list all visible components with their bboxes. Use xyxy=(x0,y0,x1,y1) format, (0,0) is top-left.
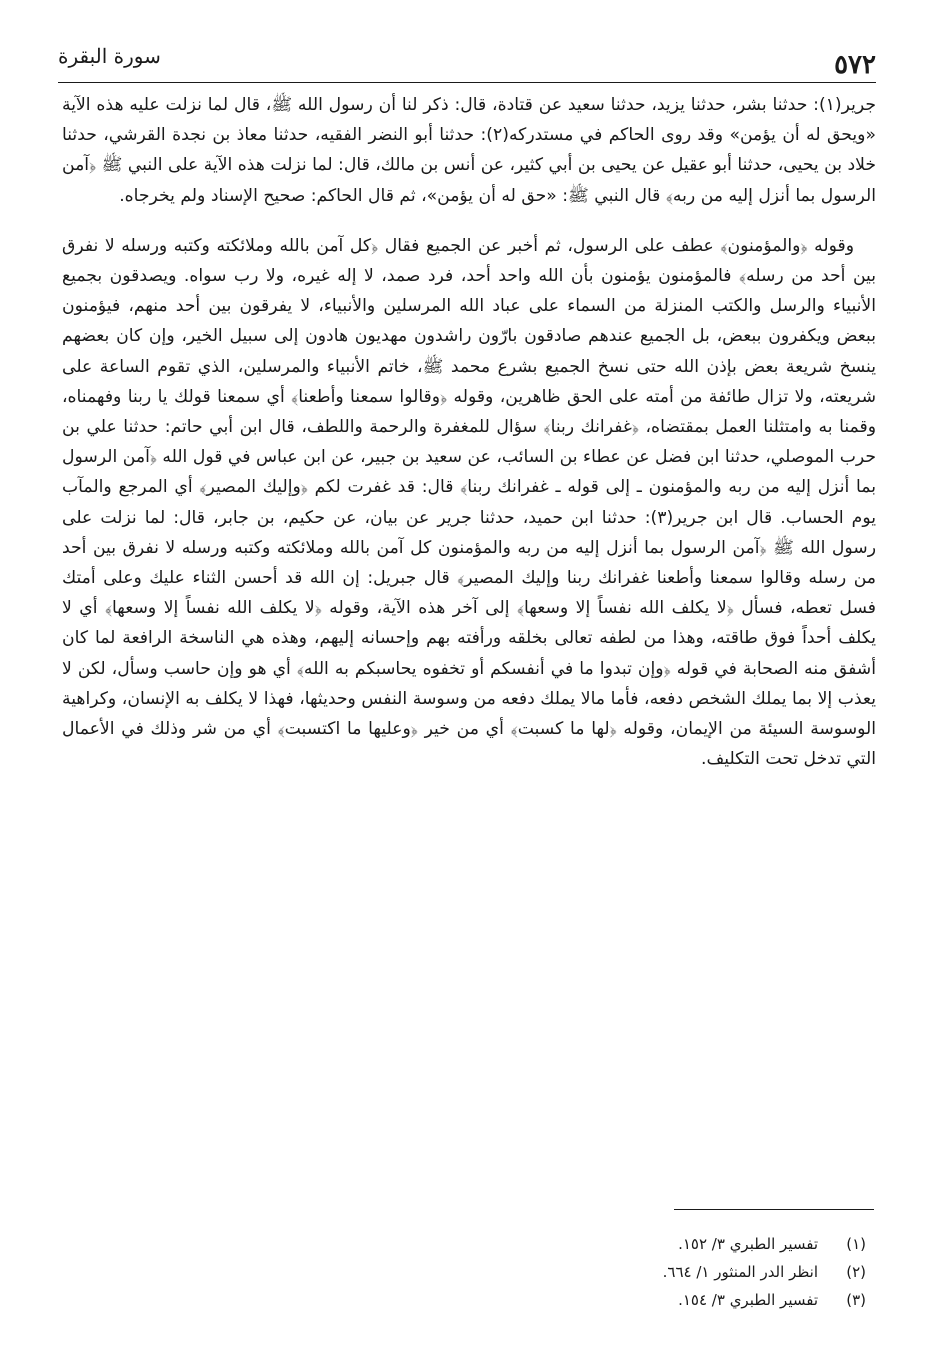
footnote-text: تفسير الطبري ٣/ ١٥٤. xyxy=(678,1291,818,1309)
header-divider xyxy=(58,82,876,83)
page-number: ٥٧٢ xyxy=(834,50,876,80)
footnotes xyxy=(466,1230,866,1314)
main-text xyxy=(62,90,876,774)
footnote-item xyxy=(466,1258,866,1286)
footnote-item xyxy=(466,1230,866,1258)
footnote-text: انظر الدر المنثور ١/ ٦٦٤. xyxy=(662,1263,818,1281)
paragraph-2: وقوله ﴿والمؤمنون﴾ عطف على الرسول، ثم أخبر عن الجميع فقال ﴿كل آمن بالله وملائكته وكتبه ورسله لا نفرق بين أحد من رسله﴾ فالمؤمنون يؤمنون بأن الله واحد أحد، فرد صمد، لا إله غيره، ولا رب سواه. ويصدقون بجميع الأنبياء والرسل والكتب المنزلة من السماء على عباد الله المرسلين والأنبياء، لا يفرقون بين أحد منهم، فيؤمنون ببعض ويكفرون ببعض، بل الجميع عندهم صادقون بارّون راشدون مهديون هادون إلى سبيل الخير، وإن كان بعضهم ينسخ شريعة بعض بإذن الله حتى نسخ الجميع بشرع محمد ﷺ، خاتم الأنبياء والمرسلين، الذي تقوم الساعة على شريعته، ولا تزال طائفة من أمته على الحق ظاهرين، وقوله ﴿وقالوا سمعنا وأطعنا﴾ أي سمعنا قولك يا ربنا وفهمناه، وقمنا به وامتثلنا العمل بمقتضاه، ﴿غفرانك ربنا﴾ سؤال للمغفرة والرحمة واللطف، قال ابن أبي حاتم: حدثنا علي بن حرب الموصلي، حدثنا ابن فضل عن عطاء بن السائب، عن سعيد بن جبير، عن ابن عباس في قول الله ﴿آمن الرسول بما أنزل إليه من ربه والمؤمنون ـ إلى قوله ـ غفرانك ربنا﴾ قال: قد غفرت لكم ﴿وإليك المصير﴾ أي المرجع والمآب يوم الحساب. قال ابن جرير(٣): حدثنا ابن حميد، حدثنا جرير عن بيان، عن حكيم، بن جابر، قال: لما نزلت على رسول الله ﷺ ﴿آمن الرسول بما أنزل إليه من ربه والمؤمنون كل آمن بالله وملائكته وكتبه ورسله لا نفرق بين أحد من رسله وقالوا سمعنا وأطعنا غفرانك ربنا وإليك المصير﴾ قال جبريل: إن الله قد أحسن الثناء عليك وعلى أمتك فسل تعطه، فسأل ﴿لا يكلف الله نفساً إلا وسعها﴾ إلى آخر هذه الآية، وقوله ﴿لا يكلف الله نفساً إلا وسعها﴾ أي لا يكلف أحداً فوق طاقته، وهذا من لطفه تعالى بخلقه ورأفته بهم وإحسانه إليهم، وهذه هي الناسخة الرافعة لما كان أشفق منه الصحابة في قوله ﴿وإن تبدوا ما في أنفسكم أو تخفوه يحاسبكم به الله﴾ أي هو وإن حاسب وسأل، لكن لا يعذب إلا بما يملك الشخص دفعه، فأما مالا يملك دفعه من وسوسة النفس وحديثها، فهذا لا يكلف به الإنسان، وكراهية الوسوسة السيئة من الإيمان، وقوله ﴿لها ما كسبت﴾ أي من خير ﴿وعليها ما اكتسبت﴾ أي من شر وذلك في الأعمال التي تدخل تحت التكليف. xyxy=(62,235,876,770)
surah-title: سورة البقرة xyxy=(58,44,161,68)
footnote-number: (٣) xyxy=(846,1291,866,1309)
footnote-number: (٢) xyxy=(846,1263,866,1281)
footnote-number: (١) xyxy=(846,1235,866,1253)
footnote-divider xyxy=(674,1209,874,1210)
footnote-item xyxy=(466,1286,866,1314)
paragraph-1: جرير(١): حدثنا بشر، حدثنا يزيد، حدثنا سعيد عن قتادة، قال: ذكر لنا أن رسول الله ﷺ، قال لما نزلت عليه هذه الآية «ويحق له أن يؤمن» وقد روى الحاكم في مستدركه(٢): حدثنا أبو النضر الفقيه، حدثنا معاذ بن نجدة القرشي، حدثنا خلاد بن يحيى، حدثنا أبو عقيل عن يحيى بن أبي كثير، عن أنس بن مالك، قال: لما نزلت هذه الآية على النبي ﷺ ﴿آمن الرسول بما أنزل إليه من ربه﴾ قال النبي ﷺ: «حق له أن يؤمن»، ثم قال الحاكم: صحيح الإسناد ولم يخرجاه. xyxy=(62,95,876,206)
page-header xyxy=(58,38,876,78)
footnote-text: تفسير الطبري ٣/ ١٥٢. xyxy=(678,1235,818,1253)
